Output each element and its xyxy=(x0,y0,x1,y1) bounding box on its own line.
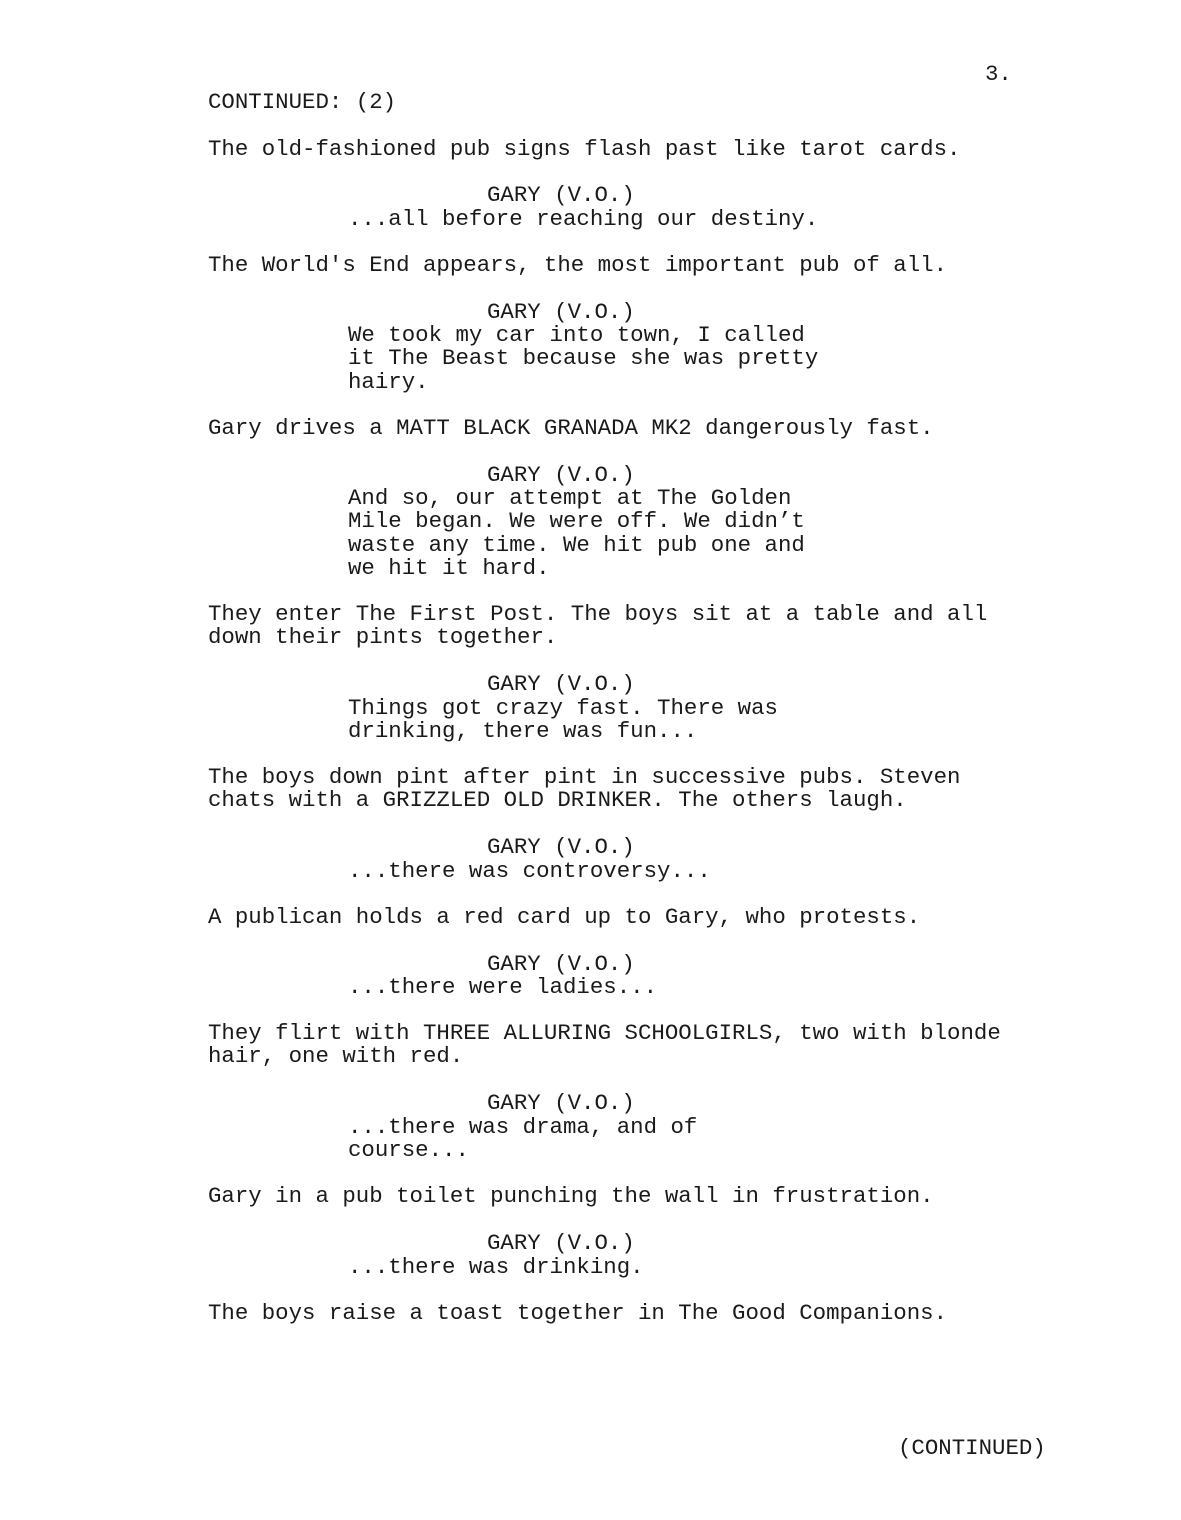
action-line: The boys raise a toast together in The Good Companions. xyxy=(208,1300,948,1326)
character-cue: GARY (V.O.) xyxy=(487,671,635,697)
dialogue-line: ...there was controversy... xyxy=(348,858,711,884)
action-line: The boys down pint after pint in successive pubs. Steven xyxy=(208,764,961,790)
page-number: 3. xyxy=(985,61,1012,87)
action-line: They flirt with THREE ALLURING SCHOOLGIRLS, two with blonde xyxy=(208,1020,1001,1046)
dialogue-line: course... xyxy=(348,1137,469,1164)
character-cue: GARY (V.O.) xyxy=(487,834,635,860)
dialogue-line: hairy. xyxy=(348,368,429,395)
character-cue: GARY (V.O.) xyxy=(487,951,635,977)
character-cue: GARY (V.O.) xyxy=(487,299,635,325)
dialogue-line: ...there was drinking. xyxy=(348,1254,644,1280)
action-line: down their pints together. xyxy=(208,624,558,651)
dialogue-line: And so, our attempt at The Golden xyxy=(348,485,792,511)
action-line: Gary in a pub toilet punching the wall in frustration. xyxy=(208,1183,934,1209)
dialogue-line: Mile began. We were off. We didn’t xyxy=(348,508,805,535)
dialogue-line: ...there was drama, and of xyxy=(348,1114,698,1140)
continued-header: CONTINUED: (2) xyxy=(208,89,397,115)
dialogue-line: Things got crazy fast. There was xyxy=(348,695,778,721)
action-line: The old-fashioned pub signs flash past like tarot cards. xyxy=(208,136,961,162)
dialogue-line: ...there were ladies... xyxy=(348,974,658,1000)
character-cue: GARY (V.O.) xyxy=(487,1230,635,1256)
character-cue: GARY (V.O.) xyxy=(487,182,635,208)
action-line: They enter The First Post. The boys sit at a table and all xyxy=(208,601,988,627)
action-line: The World's End appears, the most important pub of all. xyxy=(208,252,948,278)
character-cue: GARY (V.O.) xyxy=(487,1090,635,1116)
action-line: hair, one with red. xyxy=(208,1043,464,1070)
dialogue-line: drinking, there was fun... xyxy=(348,718,698,745)
dialogue-line: We took my car into town, I called xyxy=(348,322,805,348)
action-line: chats with a GRIZZLED OLD DRINKER. The others laugh. xyxy=(208,787,907,814)
continued-footer: (CONTINUED) xyxy=(898,1435,1046,1461)
action-line: Gary drives a MATT BLACK GRANADA MK2 dangerously fast. xyxy=(208,415,934,441)
character-cue: GARY (V.O.) xyxy=(487,462,635,488)
dialogue-line: we hit it hard. xyxy=(348,554,550,581)
dialogue-line: ...all before reaching our destiny. xyxy=(348,206,819,232)
action-line: A publican holds a red card up to Gary, who protests. xyxy=(208,904,921,930)
dialogue-line: waste any time. We hit pub one and xyxy=(348,531,805,558)
dialogue-line: it The Beast because she was pretty xyxy=(348,345,819,372)
